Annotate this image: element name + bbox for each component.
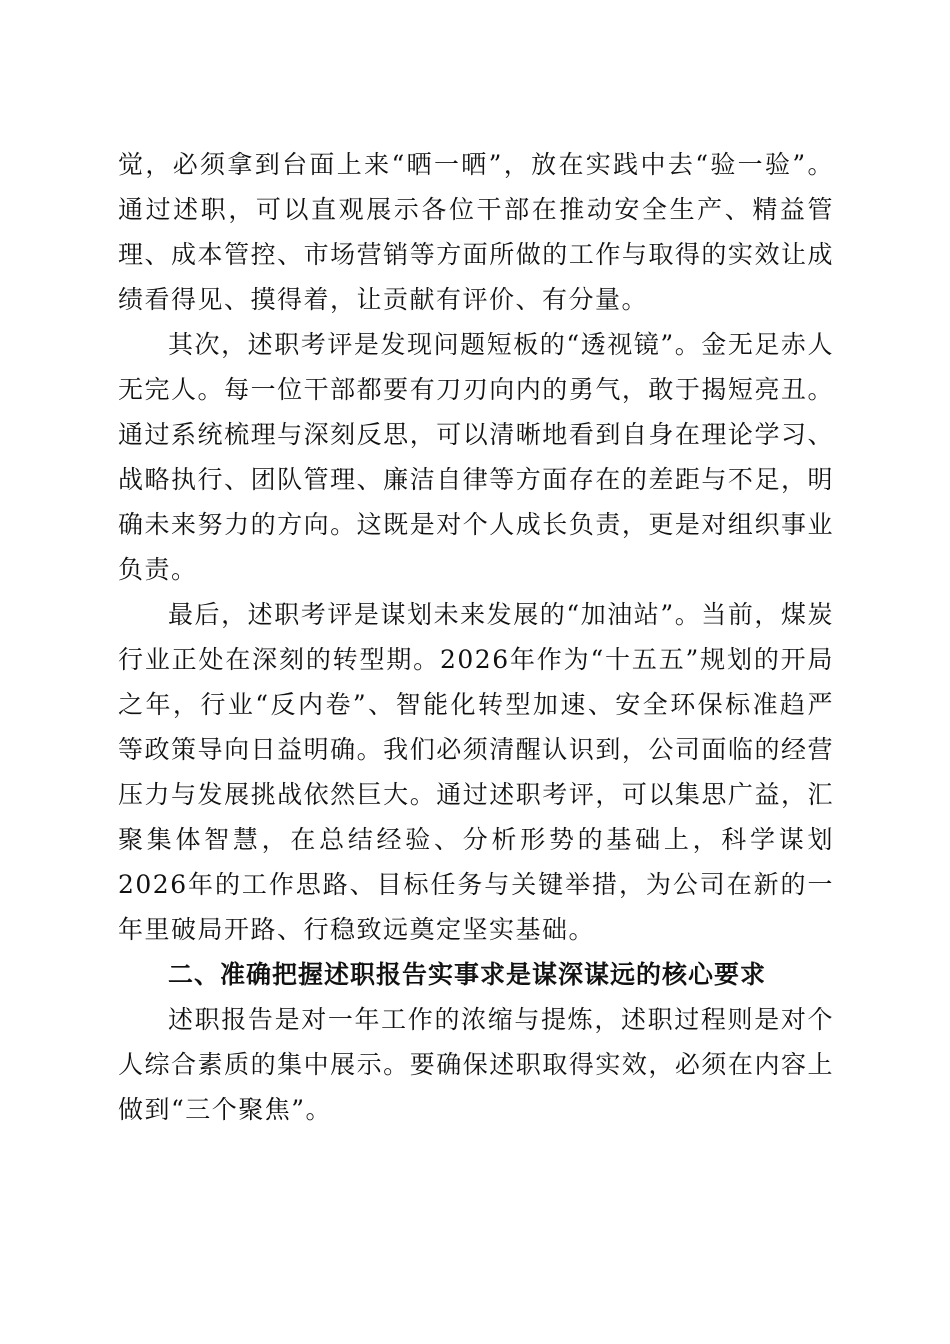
paragraph-perspective-lens: 其次，述职考评是发现问题短板的“透视镜”。金无足赤人无完人。每一位干部都要有刀刃向内的勇气，敢于揭短亮丑。通过系统梳理与深刻反思，可以清晰地看到自身在理论学习、战略执行、团队管理、廉洁自律等方面存在的差距与不足，明确未来努力的方向。这既是对个人成长负责，更是对组织事业负责。 [118, 330, 834, 584]
paragraph-refuel-station: 最后，述职考评是谋划未来发展的“加油站”。当前，煤炭行业正处在深刻的转型期。2026年作为“十五五”规划的开局之年，行业“反内卷”、智能化转型加速、安全环保标准趋严等政策导向日益明确。我们必须清醒认识到，公司面临的经营压力与发展挑战依然巨大。通过述职考评，可以集思广益，汇聚集体智慧，在总结经验、分析形势的基础上，科学谋划2026年的工作思路、目标任务与关键举措，为公司在新的一年里破局开路、行稳致远奠定坚实基础。 [118, 600, 834, 944]
paragraph-report-intro: 述职报告是对一年工作的浓缩与提炼，述职过程则是对个人综合素质的集中展示。要确保述职取得实效，必须在内容上做到“三个聚焦”。 [118, 1005, 834, 1124]
paragraph-continued: 觉，必须拿到台面上来“晒一晒”，放在实践中去“验一验”。通过述职，可以直观展示各位干部在推动安全生产、精益管理、成本管控、市场营销等方面所做的工作与取得的实效让成绩看得见、摸得着，让贡献有评价、有分量。 [118, 150, 834, 314]
document-body [118, 142, 834, 1132]
section-heading: 二、准确把握述职报告实事求是谋深谋远的核心要求 [168, 960, 767, 989]
